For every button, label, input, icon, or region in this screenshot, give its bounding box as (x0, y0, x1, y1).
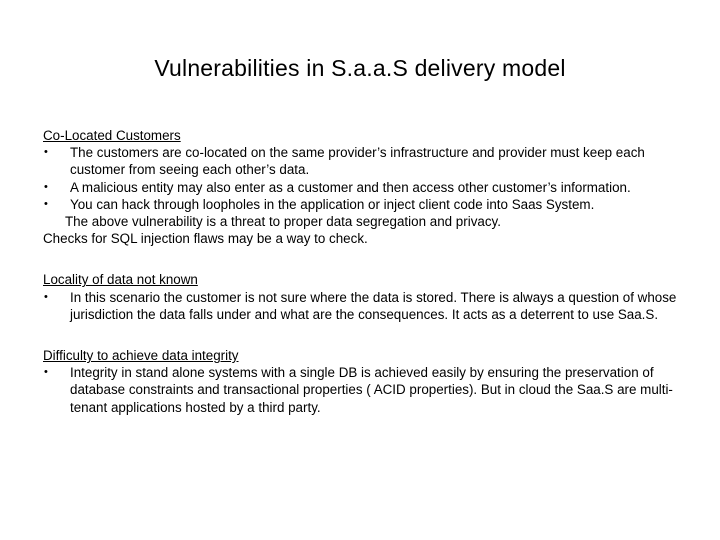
section-co-located-customers (43, 127, 693, 247)
bullet-item (43, 179, 693, 196)
bullet-item (43, 289, 693, 323)
section-heading: Co-Located Customers (43, 128, 181, 143)
section-spacer (43, 323, 693, 347)
slide-body (43, 127, 693, 416)
section-heading: Difficulty to achieve data integrity (43, 348, 239, 364)
bullet-icon: • (44, 180, 48, 193)
bullet-text: You can hack through loopholes in the application or inject client code into Saas System. (70, 196, 595, 212)
bullet-item (43, 196, 693, 213)
note-text: The above vulnerability is a threat to proper data segregation and privacy. (65, 214, 501, 230)
bullet-icon: • (44, 146, 48, 159)
slide-title: Vulnerabilities in S.a.a.S delivery model (154, 55, 566, 81)
bullet-text: Integrity in stand alone systems with a single DB is achieved easily by ensuring the preservation of database constraints and transactional properties ( ACID properties). But in cloud the Saa.S are multi-tenant applications hosted by a third party. (70, 365, 673, 415)
bullet-text: The customers are co-located on the same provider’s infrastructure and provider must keep each customer from seeing each other’s data. (70, 145, 645, 178)
section-heading: Locality of data not known (43, 272, 198, 288)
bullet-icon: • (44, 197, 48, 210)
bullet-text: A malicious entity may also enter as a customer and then access other customer’s information. (70, 179, 631, 195)
bullet-item (43, 364, 693, 416)
bullet-item (43, 144, 693, 178)
bullet-icon: • (44, 366, 48, 379)
section-data-integrity (43, 347, 693, 416)
section-locality-of-data (43, 271, 693, 323)
bullet-icon: • (44, 290, 48, 303)
section-spacer (43, 247, 693, 271)
note-text: Checks for SQL injection flaws may be a way to check. (43, 231, 368, 247)
bullet-text: In this scenario the customer is not sure where the data is stored. There is always a question of whose jurisdiction the data falls under and what are the consequences. It acts as a deterrent to use Saa.S. (70, 289, 677, 322)
